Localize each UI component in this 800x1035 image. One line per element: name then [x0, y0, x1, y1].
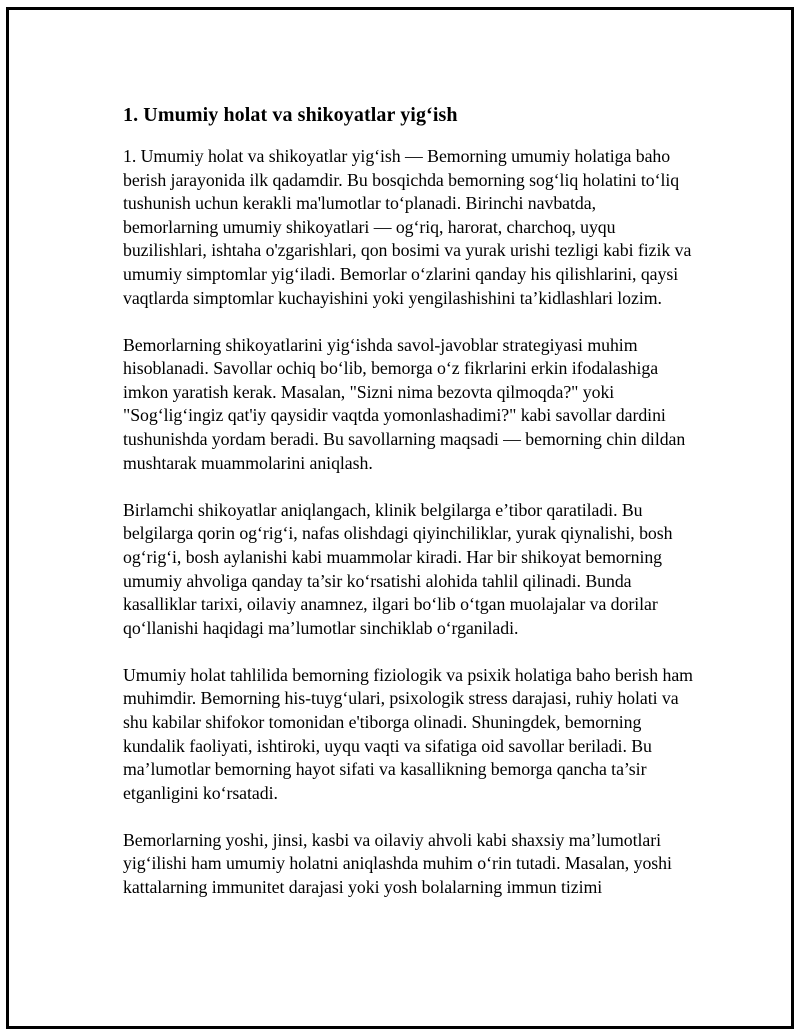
paragraph-physiological-psychological: Umumiy holat tahlilida bemorning fiziologik va psixik holatiga baho berish ham muhimdir. Bemorning his-tuyg‘ulari, psixologik stress darajasi, ruhiy holati va shu kabilar shifokor tomonidan e'tiborga olinadi. Shuningdek, bemorning kundalik faoliyati, ishtiroki, uyqu vaqti va sifatiga oid savollar beriladi. Bu ma’lumotlar bemorning hayot sifati va kasallikning bemorga qancha ta’sir etganligini ko‘rsatadi. [123, 664, 693, 803]
section-heading: 1. Umumiy holat va shikoyatlar yig‘ish [123, 104, 458, 126]
paragraph-complaint-questions: Bemorlarning shikoyatlarini yig‘ishda savol-javoblar strategiyasi muhim hisoblanadi. Savollar ochiq bo‘lib, bemorga o‘z fikrlarini erkin ifodalashiga imkon yaratish kerak. Masalan, "Sizni nima bezovta qilmoqda?" yoki "Sog‘lig‘ingiz qat'iy qaysidir vaqtda yomonlashadimi?" kabi savollar dardini tushunishda yordam beradi. Bu savollarning maqsadi — bemorning chin dildan mushtarak muammolarini aniqlash. [123, 334, 686, 473]
paragraph-clinical-signs: Birlamchi shikoyatlar aniqlangach, klinik belgilarga e’tibor qaratiladi. Bu belgilarga qorin og‘rig‘i, nafas olishdagi qiyinchiliklar, yurak qiynalishi, bosh og‘rig‘i, bosh aylanishi kabi muammolar kiradi. Har bir shikoyat bemorning umumiy ahvoliga qanday ta’sir ko‘rsatishi alohida tahlil qilinadi. Bunda kasalliklar tarixi, oilaviy anamnez, ilgari bo‘lib o‘tgan muolajalar va dorilar qo‘llanishi haqidagi ma’lumotlar sinchiklab o‘rganiladi. [123, 499, 673, 638]
page-frame [6, 7, 794, 1029]
paragraph-personal-data: Bemorlarning yoshi, jinsi, kasbi va oilaviy ahvoli kabi shaxsiy ma’lumotlari yig‘ilishi ham umumiy holatni aniqlashda muhim o‘rin tutadi. Masalan, yoshi kattalarning immunitet darajasi yoki yosh bolalarning immun tizimi [123, 829, 672, 898]
document-body [123, 100, 693, 923]
paragraph-general-state: 1. Umumiy holat va shikoyatlar yig‘ish — Bemorning umumiy holatiga baho berish jarayonida ilk qadamdir. Bu bosqichda bemorning sog‘liq holatini to‘liq tushunish uchun kerakli ma'lumotlar to‘planadi. Birinchi navbatda, bemorlarning umumiy shikoyatlari — og‘riq, harorat, charchoq, uyqu buzilishlari, ishtaha o'zgarishlari, qon bosimi va yurak urishi tezligi kabi fizik va umumiy simptomlar yig‘iladi. Bemorlar o‘zlarini qanday his qilishlarini, qaysi vaqtlarda simptomlar kuchayishini yoki yengilashishini ta’kidlashlari lozim. [123, 146, 692, 308]
